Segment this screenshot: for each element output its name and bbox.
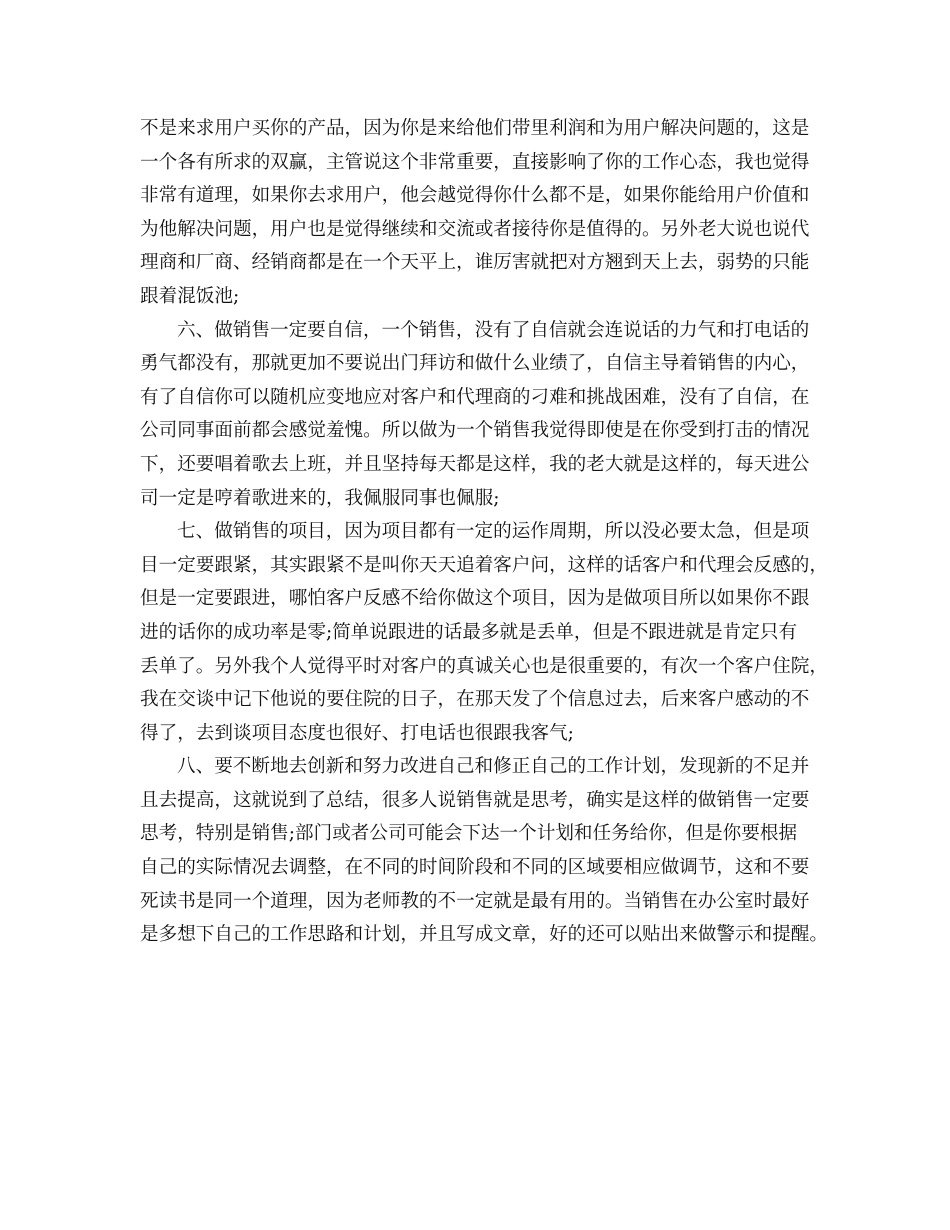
text-line: 勇气都没有，那就更加不要说出门拜访和做什么业绩了，自信主导着销售的内心， — [140, 353, 810, 375]
text-line: 思考，特别是销售;部门或者公司可能会下达一个计划和任务给你，但是你要根据 — [140, 823, 798, 845]
text-line: 但是一定要跟进，哪怕客户反感不给你做这个项目，因为是做项目所以如果你不跟 — [140, 588, 810, 610]
text-line: 目一定要跟紧，其实跟紧不是叫你天天追着客户问，这样的话客户和代理会反感的， — [140, 554, 828, 576]
text-line: 且去提高，这就说到了总结，很多人说销售就是思考，确实是这样的做销售一定要 — [140, 789, 810, 811]
text-line: 司一定是哼着歌进来的，我佩服同事也佩服; — [140, 487, 500, 509]
text-line: 下，还要唱着歌去上班，并且坚持每天都是这样，我的老大就是这样的，每天进公 — [140, 453, 810, 475]
text-line: 丢单了。另外我个人觉得平时对客户的真诚关心也是很重要的，有次一个客户住院， — [140, 655, 828, 677]
text-line: 公司同事面前都会感觉羞愧。所以做为一个销售我觉得即使是在你受到打击的情况 — [140, 420, 810, 442]
text-line: 死读书是同一个道理，因为老师教的不一定就是最有用的。当销售在办公室时最好 — [140, 890, 810, 912]
text-line: 我在交谈中记下他说的要住院的日子，在那天发了个信息过去，后来客户感动的不 — [140, 689, 810, 711]
text-line: 非常有道理，如果你去求用户，他会越觉得你什么都不是，如果你能给用户价值和 — [140, 185, 810, 207]
text-line: 理商和厂商、经销商都是在一个天平上，谁厉害就把对方翘到天上去，弱势的只能 — [140, 252, 810, 274]
text-line: 是多想下自己的工作思路和计划，并且写成文章，好的还可以贴出来做警示和提醒。 — [140, 924, 828, 946]
text-line: 有了自信你可以随机应变地应对客户和代理商的刁难和挑战困难，没有了自信，在 — [140, 386, 810, 408]
text-line: 一个各有所求的双赢，主管说这个非常重要，直接影响了你的工作心态，我也觉得 — [140, 151, 810, 173]
paragraph-first-line: 六、做销售一定要自信，一个销售，没有了自信就会连说话的力气和打电话的 — [177, 319, 810, 341]
text-line: 自己的实际情况去调整，在不同的时间阶段和不同的区域要相应做调节，这和不要 — [140, 857, 810, 879]
document-body — [140, 112, 828, 952]
text-line: 为他解决问题，用户也是觉得继续和交流或者接待你是值得的。另外老大说也说代 — [140, 218, 810, 240]
text-line: 跟着混饭池; — [140, 285, 240, 307]
text-line: 得了，去到谈项目态度也很好、打电话也很跟我客气; — [140, 722, 574, 744]
paragraph-first-line: 八、要不断地去创新和努力改进自己和修正自己的工作计划，发现新的不足并 — [177, 756, 810, 778]
text-line: 进的话你的成功率是零;简单说跟进的话最多就是丢单，但是不跟进就是肯定只有 — [140, 621, 798, 643]
text-line: 不是来求用户买你的产品，因为你是来给他们带里利润和为用户解决问题的，这是 — [140, 118, 810, 139]
paragraph-first-line: 七、做销售的项目，因为项目都有一定的运作周期，所以没必要太急，但是项 — [177, 521, 810, 543]
